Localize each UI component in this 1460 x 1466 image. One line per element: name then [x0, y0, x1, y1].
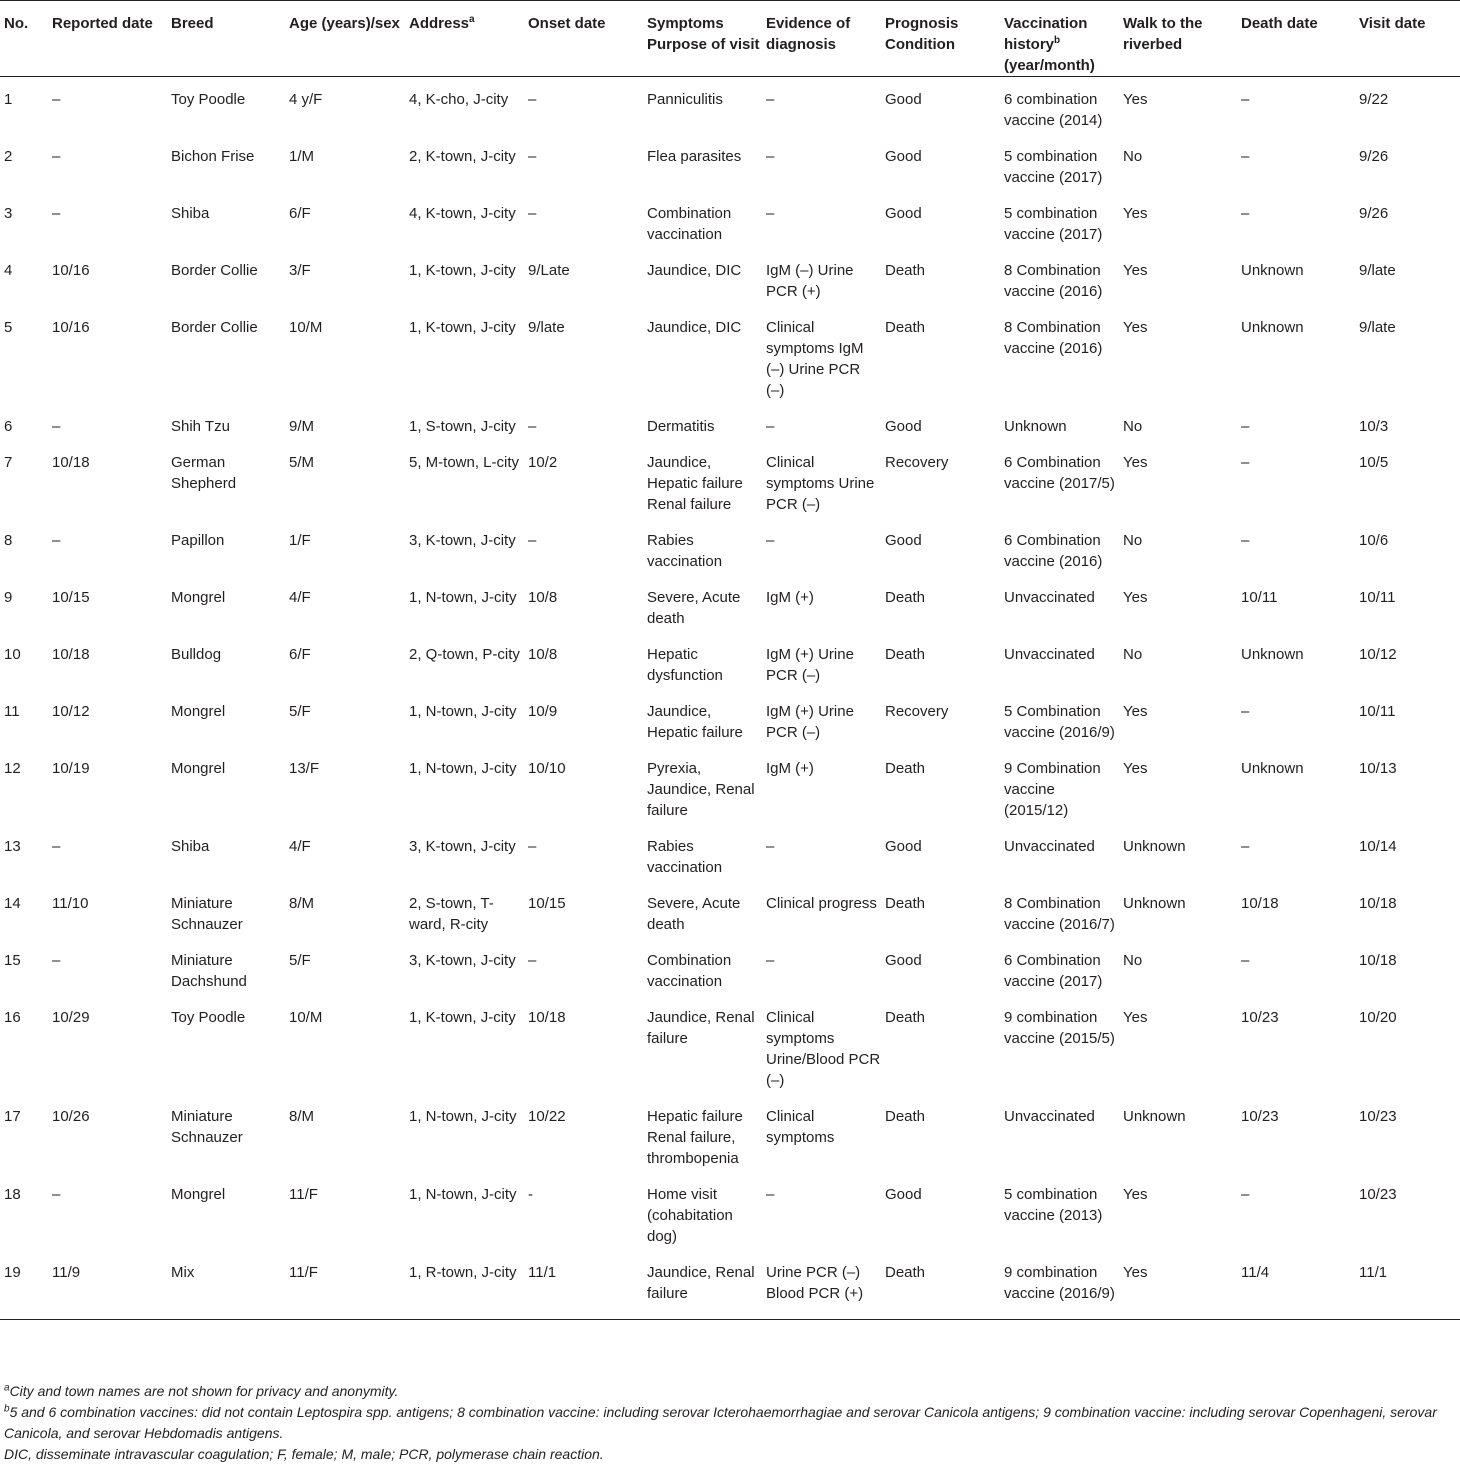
table-cell: Rabies vaccination [647, 532, 723, 570]
table-cell: Jaundice, DIC [647, 262, 742, 279]
table-cell: 5 combination vaccine (2017) [1004, 205, 1103, 243]
table-cell: Flea parasites [647, 148, 742, 165]
table-cell: Miniature Dachshund [171, 952, 247, 990]
table-cell: 8 Combination vaccine (2016) [1004, 262, 1103, 300]
table-cell: 9 combination vaccine (2015/5) [1004, 1009, 1115, 1047]
table-cell: Death [885, 760, 926, 777]
header-cell: Death date [1237, 1, 1355, 77]
table-cell: 6 Combination vaccine (2017/5) [1004, 454, 1115, 492]
header-cell: Breed [167, 1, 285, 77]
table-cell: Yes [1119, 1250, 1237, 1320]
table-cell: 14 [4, 895, 21, 912]
table-cell: 9/22 [1359, 91, 1389, 108]
table-cell: 10/15 [52, 589, 90, 606]
table-cell: Hepatic failure Renal failure, thrombopenia [647, 1108, 743, 1167]
table-cell: – [528, 148, 537, 165]
table-cell: 4 [4, 262, 13, 279]
table-row [0, 824, 1460, 881]
table-cell: 1, N-town, J-city [409, 1186, 517, 1203]
table-cell: Hepatic dysfunction [647, 646, 723, 684]
table-cell: 1/M [289, 148, 315, 165]
table-row [0, 995, 1460, 1094]
table-cell: Bichon Frise [171, 148, 255, 165]
table-cell: 11/4 [1237, 1250, 1355, 1320]
header-cell: Vaccination history$^b$ (year/month) [1000, 1, 1119, 77]
table-cell: 1, R-town, J-city [405, 1250, 524, 1320]
table-cell: 10/13 [1359, 760, 1397, 777]
table-cell: Yes [1123, 1009, 1148, 1026]
table-cell: 5 combination vaccine (2017) [1004, 148, 1103, 186]
table-cell: 5 [4, 319, 13, 336]
table-cell: Yes [1123, 454, 1148, 471]
table-cell: 10/19 [52, 760, 90, 777]
table-cell: IgM (+) [766, 760, 814, 777]
table-cell: – [52, 532, 61, 549]
table-cell: – [1241, 91, 1250, 108]
table-cell: 12 [4, 760, 21, 777]
table-row [0, 575, 1460, 632]
table-row [0, 77, 1460, 135]
table-cell: 9 [4, 589, 13, 606]
table-cell: 10/23 [1241, 1108, 1279, 1125]
table-cell: Rabies vaccination [647, 838, 723, 876]
table-cell: – [52, 418, 61, 435]
table-cell: 9/late [1359, 319, 1396, 336]
table-cell: 10/18 [52, 646, 90, 663]
table-cell: – [766, 532, 775, 549]
table-cell: – [528, 532, 537, 549]
table-cell: 4/F [289, 838, 311, 855]
table-cell: Panniculitis [647, 91, 723, 108]
table-cell: 2, Q-town, P-city [409, 646, 520, 663]
table-cell: – [52, 838, 61, 855]
table-cell: 11/1 [524, 1250, 643, 1320]
table-cell: Jaundice, Hepatic failure Renal failure [647, 454, 743, 513]
table-cell: 10/2 [528, 454, 558, 471]
table-cell: 10/M [289, 319, 323, 336]
table-cell: 10/9 [528, 703, 558, 720]
table-row [0, 632, 1460, 689]
table-cell: Unvaccinated [1004, 589, 1095, 606]
table-cell: 11/1 [1355, 1250, 1460, 1320]
table-cell: 8/M [289, 895, 315, 912]
table-cell: Unvaccinated [1004, 838, 1095, 855]
table-cell: 4/F [289, 589, 311, 606]
table-cell: German Shepherd [171, 454, 237, 492]
table-cell: – [1241, 952, 1250, 969]
table-cell: 4, K-town, J-city [409, 205, 516, 222]
table-cell: 3, K-town, J-city [409, 838, 516, 855]
table-cell: Toy Poodle [171, 1009, 246, 1026]
table-cell: Miniature Schnauzer [171, 895, 243, 933]
table-row [0, 134, 1460, 191]
table-cell: Toy Poodle [171, 91, 246, 108]
table-cell: Yes [1123, 703, 1148, 720]
table-cell: 6 Combination vaccine (2017) [1004, 952, 1103, 990]
table-cell: Jaundice, Renal failure [643, 1250, 762, 1320]
table-cell: 10/29 [52, 1009, 90, 1026]
table-cell: Miniature Schnauzer [171, 1108, 243, 1146]
table-cell: 5 combination vaccine (2013) [1004, 1186, 1103, 1224]
table-cell: 1, K-town, J-city [409, 1009, 516, 1026]
table-cell: Clinical symptoms Urine/Blood PCR (–) [766, 1009, 881, 1089]
table-cell: – [528, 838, 537, 855]
table-cell: – [1241, 838, 1250, 855]
table-cell: – [1241, 148, 1250, 165]
table-cell: 10/23 [1241, 1009, 1279, 1026]
table-cell: No [1123, 418, 1143, 435]
table-cell: 9/late [528, 319, 565, 336]
table-cell: 10/14 [1359, 838, 1397, 855]
table-cell: Yes [1123, 1186, 1148, 1203]
table-cell: Clinical symptoms IgM (–) Urine PCR (–) [766, 319, 864, 399]
table-cell: 10/8 [528, 589, 558, 606]
table-cell: Good [885, 418, 922, 435]
table-cell: Unknown [1241, 760, 1304, 777]
table-cell: Pyrexia, Jaundice, Renal failure [647, 760, 755, 819]
table-cell: 5 Combination vaccine (2016/9) [1004, 703, 1115, 741]
table-cell: IgM (+) Urine PCR (–) [766, 646, 854, 684]
table-cell: – [766, 205, 775, 222]
table-cell: Jaundice, DIC [647, 319, 742, 336]
table-cell: Recovery [885, 454, 949, 471]
table-cell: 3/F [289, 262, 311, 279]
table-cell: 6 [4, 418, 13, 435]
table-cell: 19 [0, 1250, 48, 1320]
table-cell: 10/18 [1359, 895, 1397, 912]
table-row [0, 1172, 1460, 1250]
table-cell: Shih Tzu [171, 418, 230, 435]
table-cell: 10/12 [1359, 646, 1397, 663]
table-cell: Home visit (cohabitation dog) [647, 1186, 733, 1245]
table-cell: 4, K-cho, J-city [409, 91, 509, 108]
table-cell: 6/F [289, 646, 311, 663]
footnote-a: $^a$City and town names are not shown for privacy and anonymity. [4, 1382, 399, 1399]
table-cell: Urine PCR (–) Blood PCR (+) [762, 1250, 881, 1320]
table-row [0, 689, 1460, 746]
table-cell: 2, K-town, J-city [409, 148, 516, 165]
table-cell: 17 [4, 1108, 21, 1125]
table-cell: – [1241, 532, 1250, 549]
table-cell: 8 Combination vaccine (2016) [1004, 319, 1103, 357]
table-cell: Recovery [885, 703, 949, 720]
table-cell: 1, N-town, J-city [409, 703, 517, 720]
table-cell: - [528, 1186, 533, 1203]
table-cell: – [766, 838, 775, 855]
table-cell: Combination vaccination [647, 952, 732, 990]
table-cell: Death [885, 646, 926, 663]
header-cell: No. [0, 1, 48, 77]
table-cell: Unknown [1004, 418, 1067, 435]
table-cell: 10/12 [52, 703, 90, 720]
footnote-b: $^b$5 and 6 combination vaccines: did not contain Leptospira spp. antigens; 8 combination vaccine: including serovar Icterohaemorrhagiae and serovar Canicola antigens; 9 combination vaccine: including serovar Copenhageni, serovar Canicola, and serovar Hebdomadis antigens. [4, 1403, 1437, 1441]
table-cell: 1, K-town, J-city [409, 262, 516, 279]
table-cell: 5, M-town, L-city [409, 454, 520, 471]
table-cell: 10/22 [528, 1108, 566, 1125]
table-cell: 6 combination vaccine (2014) [1004, 91, 1103, 129]
table-cell: Shiba [171, 205, 210, 222]
table-cell: 10/18 [1359, 952, 1397, 969]
table-cell: 2 [4, 148, 13, 165]
footnote-abbreviations: DIC, disseminate intravascular coagulation; F, female; M, male; PCR, polymerase chain reaction. [4, 1446, 604, 1462]
table-cell: 10/16 [52, 319, 90, 336]
table-cell: 3 [4, 205, 13, 222]
table-cell: 10/23 [1359, 1108, 1397, 1125]
table-cell: Jaundice, Renal failure [647, 1009, 755, 1047]
table-cell: Yes [1123, 262, 1148, 279]
table-row [0, 746, 1460, 824]
table-cell: Mongrel [171, 703, 226, 720]
table-cell: 1/F [289, 532, 311, 549]
table-cell: 10/M [289, 1009, 323, 1026]
table-cell: – [52, 148, 61, 165]
table-cell: 9 combination vaccine (2016/9) [1000, 1250, 1119, 1320]
table-cell: 9/26 [1359, 205, 1389, 222]
table-cell: 5/F [289, 703, 311, 720]
table-cell: 10/11 [1359, 703, 1396, 720]
table-cell: 10/23 [1359, 1186, 1397, 1203]
table-row [0, 1250, 1460, 1320]
table-cell: 10/18 [1241, 895, 1279, 912]
table-row [0, 881, 1460, 938]
table-cell: 10 [4, 646, 21, 663]
table-cell: – [52, 1186, 61, 1203]
table-cell: 9/Late [528, 262, 570, 279]
table-cell: No [1123, 952, 1143, 969]
table-cell: 16 [4, 1009, 21, 1026]
table-cell: – [1241, 703, 1250, 720]
table-header [0, 1, 1460, 77]
header-cell: Walk to the riverbed [1119, 1, 1237, 77]
table-cell: – [528, 418, 537, 435]
table-cell: 18 [4, 1186, 21, 1203]
table-cell: 10/18 [528, 1009, 566, 1026]
table-cell: Shiba [171, 838, 210, 855]
table-cell: 13/F [289, 760, 320, 777]
table-cell: Border Collie [171, 262, 258, 279]
table-cell: Mongrel [171, 1186, 226, 1203]
table-cell: 11 [4, 703, 20, 720]
header-cell: Address$^a$ [405, 1, 524, 77]
table-row [0, 440, 1460, 518]
table-cell: Yes [1123, 91, 1148, 108]
table-cell: Mongrel [171, 589, 226, 606]
table-cell: Border Collie [171, 319, 258, 336]
table-cell: IgM (–) Urine PCR (+) [766, 262, 854, 300]
table-cell: 9/late [1359, 262, 1396, 279]
table-cell: – [528, 205, 537, 222]
table-cell: 3, K-town, J-city [409, 532, 516, 549]
table-cell: Death [885, 589, 926, 606]
table-cell: Yes [1123, 760, 1148, 777]
table-cell: 13 [4, 838, 21, 855]
table-cell: Good [885, 532, 922, 549]
table-cell: 8/M [289, 1108, 315, 1125]
table-cell: 10/6 [1359, 532, 1389, 549]
table-cell: – [528, 952, 537, 969]
header-cell: Prognosis Condition [881, 1, 1000, 77]
table-cell: – [528, 91, 537, 108]
table-cell: Unknown [1241, 319, 1304, 336]
table-cell: IgM (+) [766, 589, 814, 606]
table-cell: Unvaccinated [1004, 1108, 1095, 1125]
table-cell: 10/15 [528, 895, 566, 912]
table-cell: Unknown [1241, 646, 1304, 663]
table-cell: 9/26 [1359, 148, 1389, 165]
table-cell: 8 Combination vaccine (2016/7) [1004, 895, 1115, 933]
header-cell: Age (years)/sex [285, 1, 405, 77]
table-row [0, 1094, 1460, 1172]
table-cell: Papillon [171, 532, 225, 549]
table-cell: 4 y/F [289, 91, 323, 108]
header-cell: Symptoms Purpose of visit [643, 1, 762, 77]
table-cell: 1, N-town, J-city [409, 760, 517, 777]
table-cell: 6 Combination vaccine (2016) [1004, 532, 1103, 570]
table-cell: Good [885, 91, 922, 108]
table-cell: Good [885, 148, 922, 165]
table-cell: Good [885, 205, 922, 222]
table-cell: 10/3 [1359, 418, 1389, 435]
table-cell: 9 Combination vaccine (2015/12) [1004, 760, 1101, 819]
table-cell: 10/10 [528, 760, 566, 777]
table-cell: Clinical symptoms Urine PCR (–) [766, 454, 875, 513]
table-cell: – [1241, 1186, 1250, 1203]
table-cell: Good [885, 1186, 922, 1203]
table-row [0, 404, 1460, 440]
table-cell: – [52, 952, 61, 969]
table-cell: Good [885, 838, 922, 855]
table-cell: 1 [4, 91, 13, 108]
table-cell: Mix [167, 1250, 285, 1320]
table-cell: No [1123, 148, 1143, 165]
table-cell: Death [881, 1250, 1000, 1320]
table-row [0, 518, 1460, 575]
table-cell: 10/18 [52, 454, 90, 471]
table-cell: Yes [1123, 319, 1148, 336]
table-cell: Death [885, 319, 926, 336]
table-cell: Bulldog [171, 646, 222, 663]
table-cell: 3, K-town, J-city [409, 952, 516, 969]
table-row [0, 248, 1460, 305]
table-cell: 10/16 [52, 262, 90, 279]
table-cell: 10/8 [528, 646, 558, 663]
table-cell: Unknown [1123, 1108, 1186, 1125]
header-cell: Visit date [1355, 1, 1460, 77]
table-cell: Severe, Acute death [647, 589, 741, 627]
table-cell: Death [885, 895, 926, 912]
table-row [0, 191, 1460, 248]
table-cell: 11/F [289, 1186, 318, 1203]
table-cell: 10/11 [1359, 589, 1396, 606]
table-cell: Death [885, 1108, 926, 1125]
table-cell: – [766, 418, 775, 435]
table-cell: Mongrel [171, 760, 226, 777]
table-cell: 6/F [289, 205, 311, 222]
table-cell: Unknown [1241, 262, 1304, 279]
table-cell: No [1123, 646, 1143, 663]
table-cell: 11/9 [48, 1250, 167, 1320]
table-cell: Clinical symptoms [766, 1108, 835, 1146]
table-cell: 5/F [289, 952, 311, 969]
table-cell: 5/M [289, 454, 315, 471]
table-cell: – [1241, 418, 1250, 435]
table-cell: Unvaccinated [1004, 646, 1095, 663]
table-cell: 9/M [289, 418, 315, 435]
header-cell: Reported date [48, 1, 167, 77]
table-cell: – [766, 1186, 775, 1203]
table-cell: 1, N-town, J-city [409, 589, 517, 606]
table-cell: – [1241, 205, 1250, 222]
table-cell: – [766, 91, 775, 108]
table-cell: No [1123, 532, 1143, 549]
table-cell: – [766, 952, 775, 969]
table-cell: Severe, Acute death [647, 895, 741, 933]
table-footnotes [4, 1381, 1456, 1465]
table-cell: 11/F [285, 1250, 405, 1320]
header-cell: Evidence of diagnosis [762, 1, 881, 77]
table-cell: Death [885, 1009, 926, 1026]
table-cell: Dermatitis [647, 418, 715, 435]
table-cell: Jaundice, Hepatic failure [647, 703, 743, 741]
table-cell: 2, S-town, T-ward, R-city [409, 895, 494, 933]
table-cell: Good [885, 952, 922, 969]
table-cell: 10/26 [52, 1108, 90, 1125]
table-cell: Yes [1123, 205, 1148, 222]
table-cell: 10/5 [1359, 454, 1389, 471]
table-cell: – [52, 205, 61, 222]
table-cell: 15 [4, 952, 21, 969]
table-cell: 1, K-town, J-city [409, 319, 516, 336]
table-body [0, 77, 1460, 1320]
header-row [0, 1, 1460, 77]
table-cell: Clinical progress [766, 895, 877, 912]
table-cell: Unknown [1123, 838, 1186, 855]
table-cell: Combination vaccination [647, 205, 732, 243]
table-cell: 11/10 [52, 895, 89, 912]
table-cell: 1, S-town, J-city [409, 418, 516, 435]
table-row [0, 938, 1460, 995]
table-cell: – [52, 91, 61, 108]
table-cell: 10/11 [1241, 589, 1278, 606]
table-cell: Unknown [1123, 895, 1186, 912]
table-cell: 7 [4, 454, 13, 471]
table-cell: Death [885, 262, 926, 279]
table-cell: – [1241, 454, 1250, 471]
table-cell: IgM (+) Urine PCR (–) [766, 703, 854, 741]
table-row [0, 305, 1460, 404]
table-cell: – [766, 148, 775, 165]
header-cell: Onset date [524, 1, 643, 77]
table-cell: 1, N-town, J-city [409, 1108, 517, 1125]
table-cell: 8 [4, 532, 13, 549]
table-cell: Yes [1123, 589, 1148, 606]
table-cell: 10/20 [1359, 1009, 1397, 1026]
